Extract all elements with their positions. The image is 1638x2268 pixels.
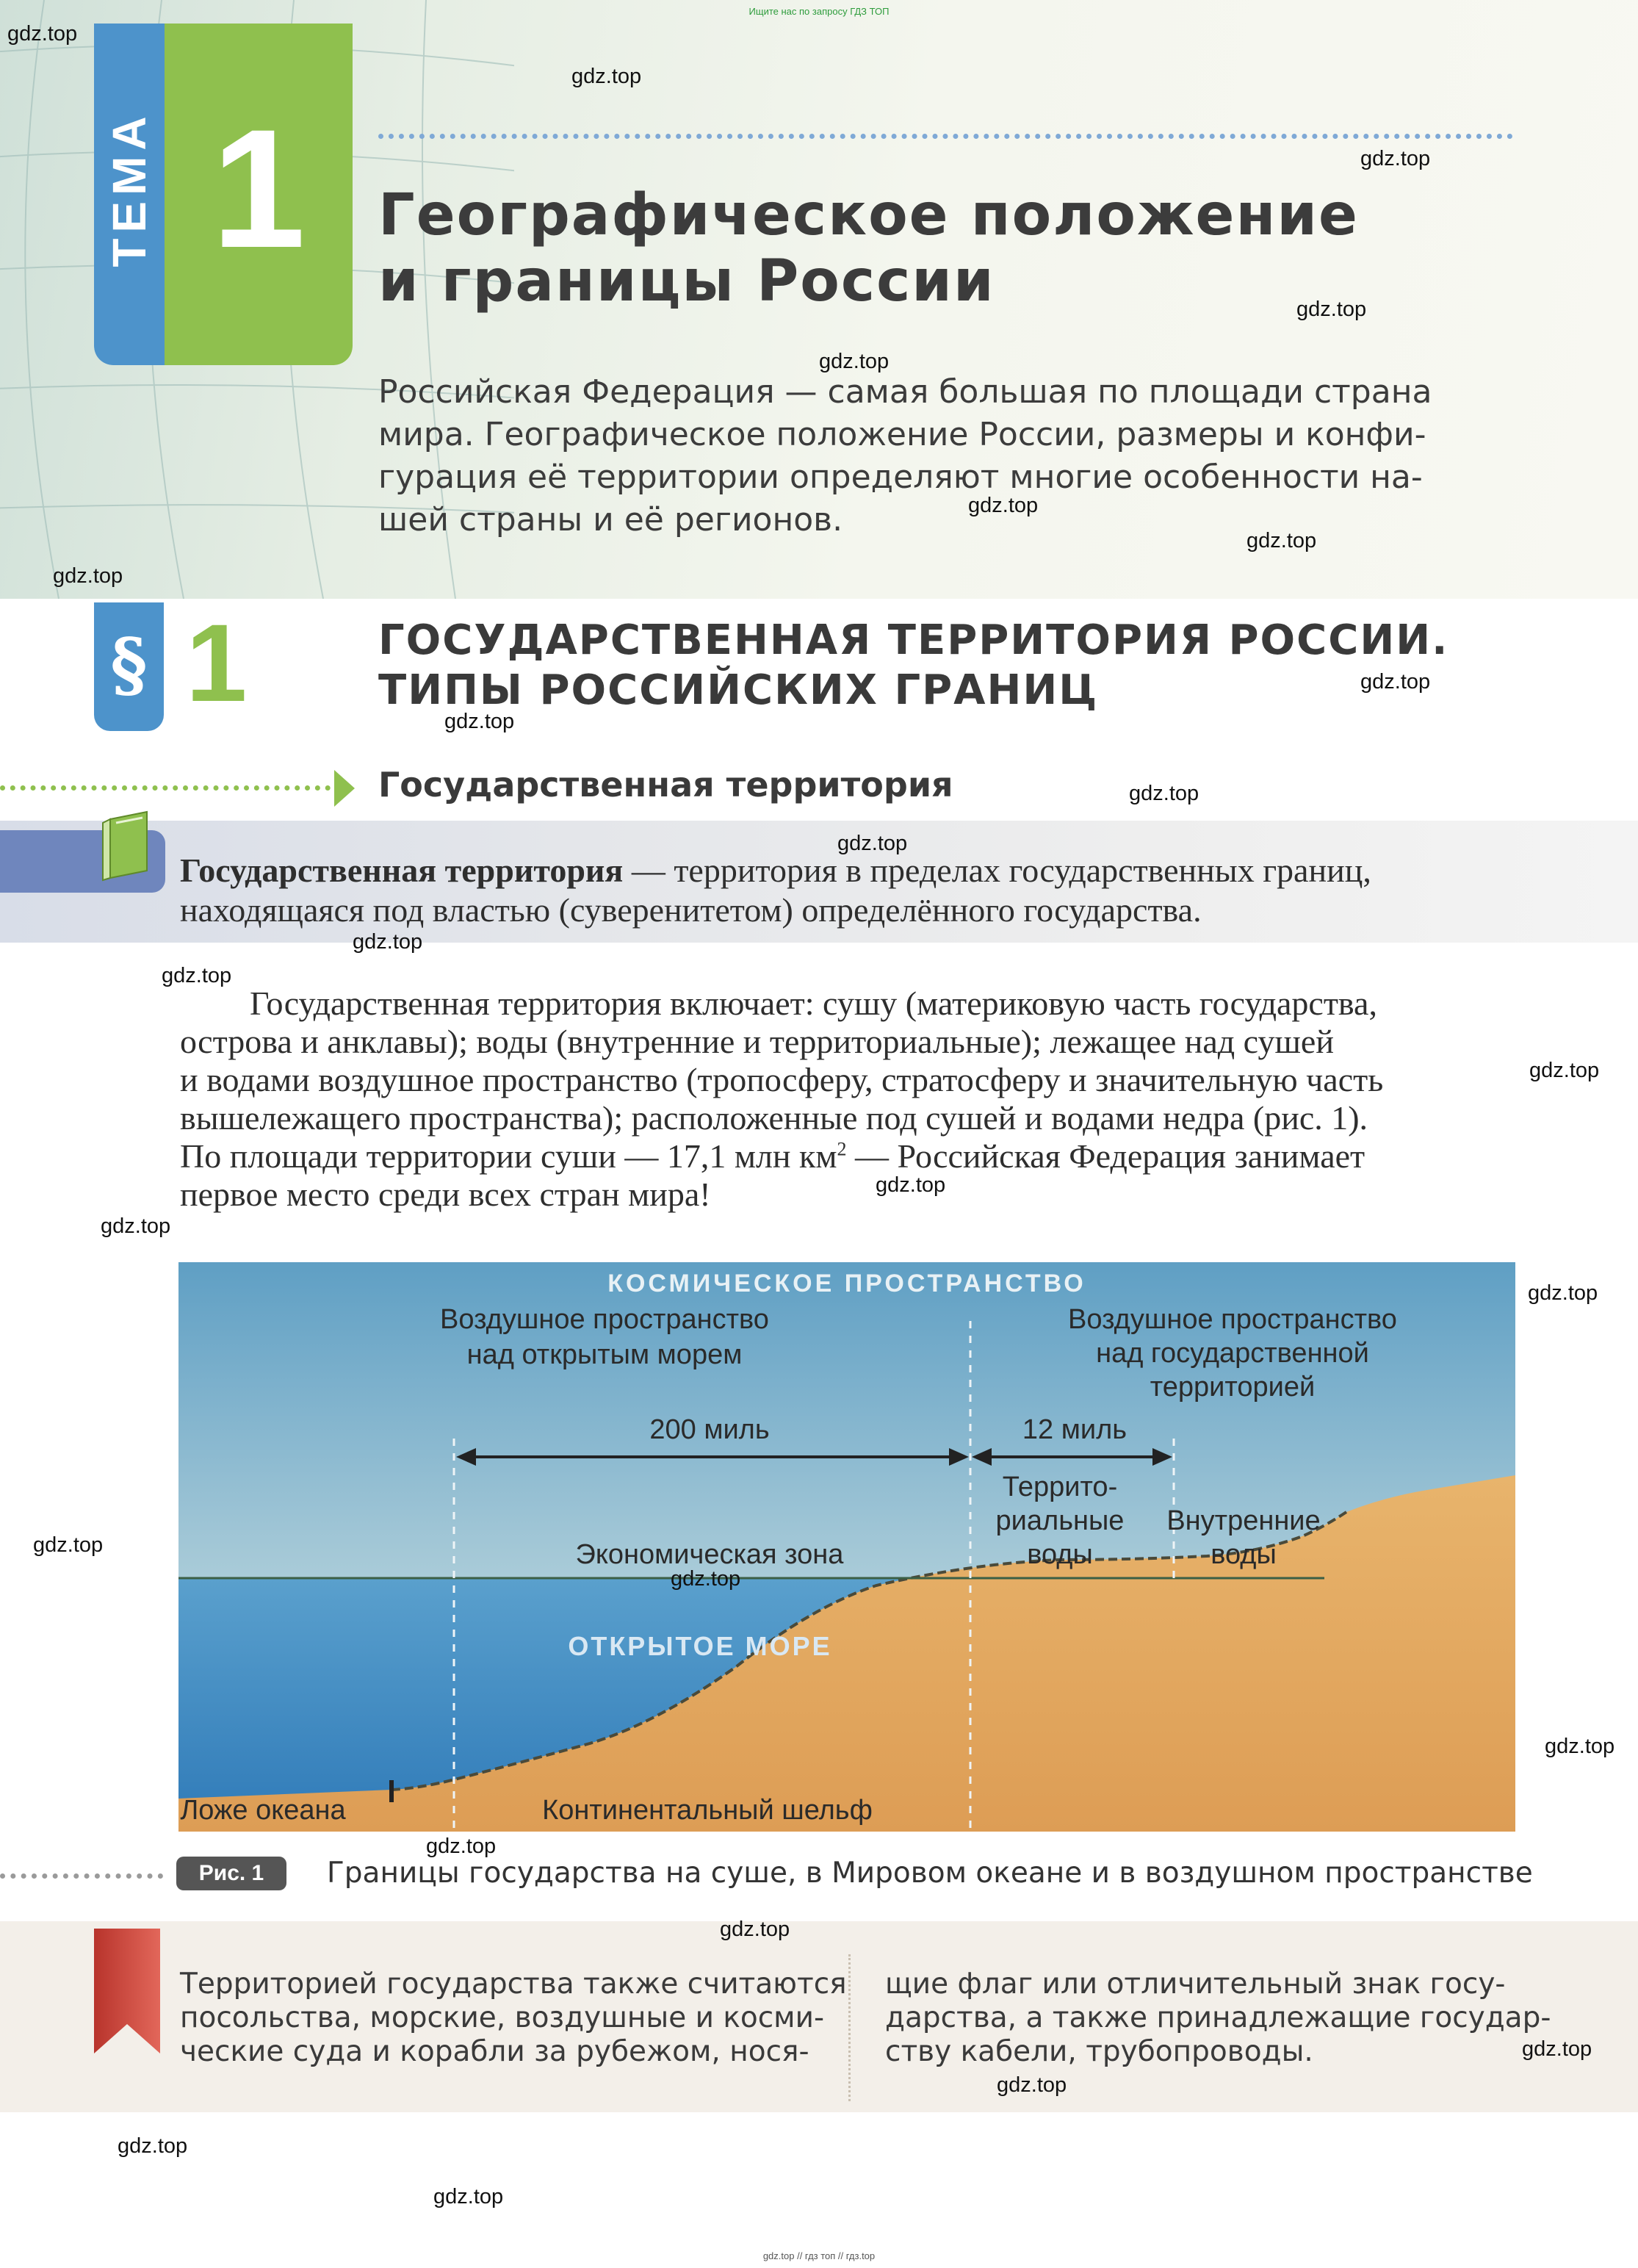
theme-number: 1 [212,94,306,283]
borders-diagram [178,1262,1515,1832]
watermark: gdz.top [118,2134,188,2158]
note-right-column [885,1968,1551,2069]
watermark: gdz.top [444,710,515,733]
watermark: gdz.top [997,2073,1067,2097]
note-line: ству кабели, трубопроводы. [885,2035,1313,2068]
subsection-title: Государственная территория [378,765,953,804]
body-line [180,1137,1524,1176]
territorial-waters-label: Террито- [1002,1472,1118,1502]
chapter-title-line: и границы России [378,248,995,314]
note-line: посольства, морские, воздушные и косми- [180,2001,825,2034]
air-open-sea-label: над открытым морем [466,1339,743,1370]
watermark: gdz.top [837,832,908,855]
watermark: gdz.top [819,350,890,373]
top-link[interactable]: Ищите нас по запросу ГДЗ ТОП [748,6,890,17]
section-title-line: ГОСУДАРСТВЕННАЯ ТЕРРИТОРИЯ РОССИИ. [378,616,1449,664]
note-line: щие флаг или отличительный знак госу- [885,1968,1506,2001]
body-line: Государственная территория включает: сушу (материковую часть государства, [250,984,1377,1022]
subtitle-dotted-rule [0,785,331,791]
definition-line [180,851,1524,890]
shelf-label: Континентальный шельф [542,1795,873,1826]
watermark: gdz.top [1545,1735,1615,1758]
watermark: gdz.top [53,564,123,588]
theme-word: ТЕМА [103,110,156,267]
note-line: ческие суда и корабли за рубежом, нося- [180,2035,809,2068]
section-title [378,616,1554,716]
watermark: gdz.top [1360,670,1431,694]
watermark: gdz.top [101,1214,171,1238]
air-state-label: территорией [1150,1372,1316,1403]
definition-text [180,851,1524,930]
air-open-sea-label: Воздушное пространство [440,1304,769,1335]
watermark: gdz.top [1129,782,1199,805]
figure-label: Рис. 1 [176,1857,286,1890]
body-line: и водами воздушное пространство (тропосферу, стратосферу и значительную часть [180,1061,1384,1098]
internal-waters-label: Внутренние [1166,1505,1321,1536]
miles-200-label: 200 миль [649,1414,770,1445]
watermark: gdz.top [571,65,642,88]
watermark: gdz.top [7,22,78,46]
intro-line: шей страны и её регионов. [378,501,843,539]
watermark: gdz.top [162,964,232,987]
note-left-column [180,1968,847,2069]
air-state-label: над государственной [1096,1338,1369,1369]
watermark: gdz.top [1360,147,1431,170]
book-icon [95,808,162,882]
watermark: gdz.top [1246,529,1317,552]
watermark: gdz.top [33,1533,104,1557]
ocean-floor-label: Ложе океана [180,1795,346,1826]
watermark: gdz.top [671,1567,741,1591]
internal-waters-label: воды [1211,1539,1277,1570]
open-sea-label: ОТКРЫТОЕ МОРЕ [568,1631,832,1661]
chapter-title [378,182,1554,314]
superscript: 2 [837,1138,847,1160]
caption-dotted-rule [0,1873,163,1879]
watermark: gdz.top [720,1918,790,1941]
watermark: gdz.top [876,1173,946,1197]
theme-tab [94,24,353,365]
section-sign: § [110,623,148,706]
intro-line: мира. Географическое положение России, размеры и конфи- [378,416,1426,453]
figure-caption: Границы государства на суше, в Мировом океане и в воздушном пространстве [327,1857,1533,1890]
intro-line: Российская Федерация — самая большая по площади страна [378,373,1432,411]
note-line: дарства, а также принадлежащие государ- [885,2001,1551,2034]
section-number: 1 [186,601,248,724]
subtitle-arrow-icon [334,770,355,807]
space-label: КОСМИЧЕСКОЕ ПРОСТРАНСТВО [607,1270,1086,1297]
definition-line-rest: — территория в пределах государственных границ, [623,852,1371,889]
watermark: gdz.top [433,2185,504,2208]
watermark: gdz.top [1296,298,1367,321]
body-line: первое место среди всех стран мира! [180,1176,711,1213]
watermark: gdz.top [1529,1059,1600,1082]
body-line-start: По площади территории суши — 17,1 млн км [180,1137,837,1175]
definition-term: Государственная территория [180,852,624,889]
watermark: gdz.top [353,930,423,954]
watermark: gdz.top [968,494,1039,517]
footer-text: gdz.top // гдз топ // гдз.top [762,2250,876,2261]
theme-word-container [94,24,165,317]
body-line-rest: — Российская Федерация занимает [846,1137,1365,1175]
body-line: вышележащего пространства); расположенные под сушей и водами недра (рис. 1). [180,1099,1368,1137]
body-paragraph [180,984,1524,1214]
note-divider [848,1954,851,2101]
watermark: gdz.top [1528,1281,1598,1305]
watermark: gdz.top [1522,2037,1592,2061]
bookmark-icon [94,1929,160,2053]
economic-zone-label: Экономическая зона [575,1539,844,1570]
note-line: Территорией государства также считаются [180,1968,847,2001]
air-state-label: Воздушное пространство [1068,1304,1397,1335]
watermark: gdz.top [426,1835,497,1858]
section-title-line: ТИПЫ РОССИЙСКИХ ГРАНИЦ [378,666,1099,714]
chapter-title-line: Географическое положение [378,182,1359,248]
chapter-intro [378,371,1520,541]
territorial-waters-label: воды [1027,1539,1093,1570]
miles-12-label: 12 миль [1022,1414,1128,1445]
title-dotted-rule [378,134,1513,139]
territorial-waters-label: риальные [995,1505,1125,1536]
intro-line: гурация её территории определяют многие особенности на- [378,458,1423,496]
definition-line: находящаяся под властью (суверенитетом) определённого государства. [180,891,1202,929]
body-line: острова и анклавы); воды (внутренние и территориальные); лежащее над сушей [180,1023,1334,1060]
